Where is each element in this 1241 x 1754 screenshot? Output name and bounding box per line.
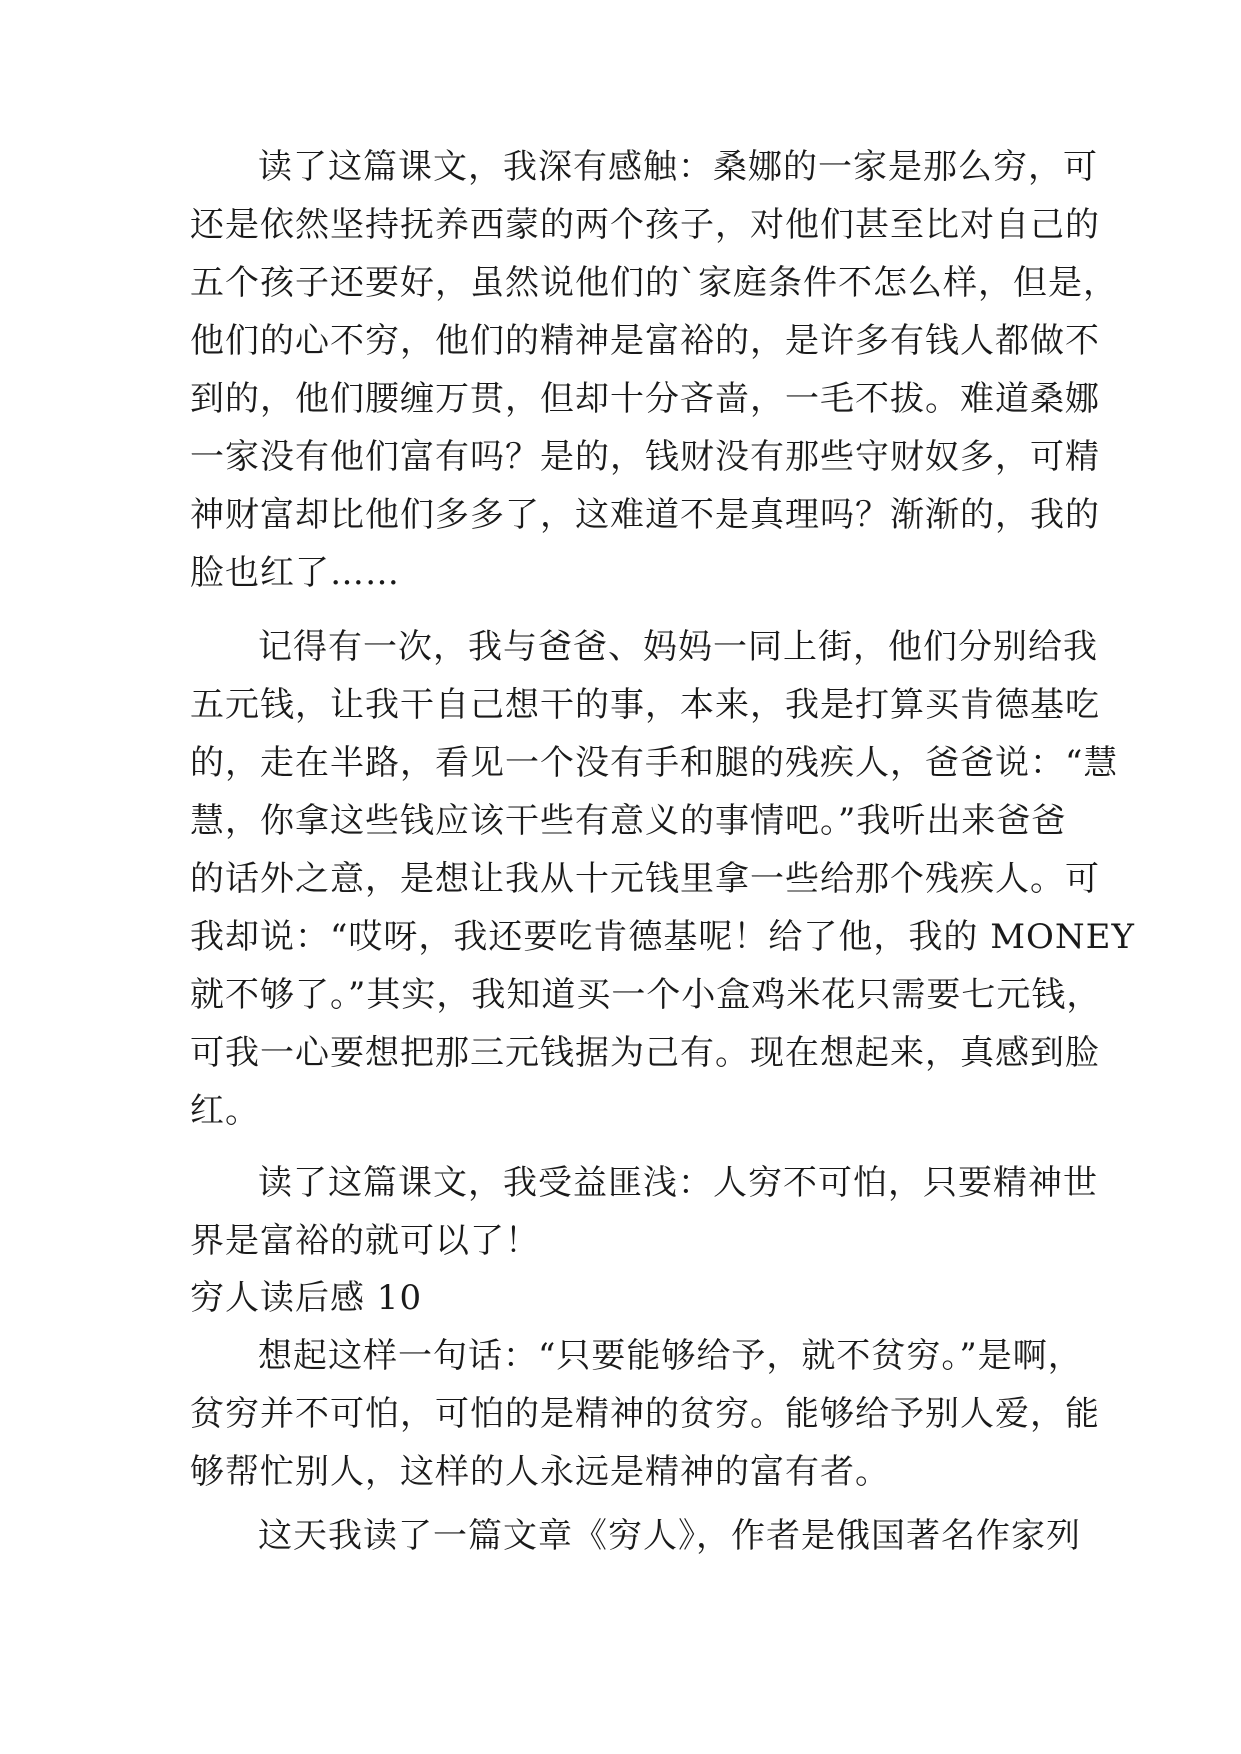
paragraph-line: 红。 <box>190 1091 260 1131</box>
paragraph-line: 的话外之意，是想让我从十元钱里拿一些给那个残疾人。可 <box>190 859 1100 899</box>
paragraph-line: 神财富却比他们多多了，这难道不是真理吗？渐渐的，我的 <box>190 495 1100 535</box>
paragraph-line: 够帮忙别人，这样的人永远是精神的富有者。 <box>190 1452 890 1492</box>
paragraph-line: 他们的心不穷，他们的精神是富裕的，是许多有钱人都做不 <box>190 321 1100 361</box>
paragraph-line: 五元钱，让我干自己想干的事，本来，我是打算买肯德基吃 <box>190 685 1100 725</box>
paragraph-line: 脸也红了…… <box>190 553 400 593</box>
paragraph-line: 慧，你拿这些钱应该干些有意义的事情吧。”我听出来爸爸 <box>190 801 1067 841</box>
paragraph-line: 就不够了。”其实，我知道买一个小盒鸡米花只需要七元钱， <box>190 975 1102 1015</box>
paragraph-line: 我却说：“哎呀，我还要吃肯德基呢！给了他，我的 MONEY <box>190 917 1135 957</box>
paragraph-line: 记得有一次，我与爸爸、妈妈一同上街，他们分别给我 <box>258 627 1098 667</box>
paragraph-line: 可我一心要想把那三元钱据为己有。现在想起来，真感到脸 <box>190 1033 1100 1073</box>
paragraph-line: 贫穷并不可怕，可怕的是精神的贫穷。能够给予别人爱，能 <box>190 1394 1100 1434</box>
paragraph-line: 界是富裕的就可以了！ <box>190 1221 540 1261</box>
section-heading: 穷人读后感 10 <box>190 1278 423 1318</box>
paragraph-line: 的，走在半路，看见一个没有手和腿的残疾人，爸爸说：“慧 <box>190 743 1119 783</box>
paragraph-line: 到的，他们腰缠万贯，但却十分吝啬，一毛不拔。难道桑娜 <box>190 379 1100 419</box>
paragraph-line: 五个孩子还要好，虽然说他们的`家庭条件不怎么样，但是， <box>190 263 1118 303</box>
paragraph-line: 读了这篇课文，我深有感触：桑娜的一家是那么穷，可 <box>258 147 1098 187</box>
paragraph-line: 想起这样一句话：“只要能够给予，就不贫穷。”是啊， <box>258 1336 1083 1376</box>
paragraph-line: 还是依然坚持抚养西蒙的两个孩子，对他们甚至比对自己的 <box>190 205 1100 245</box>
paragraph-line: 一家没有他们富有吗？是的，钱财没有那些守财奴多，可精 <box>190 437 1100 477</box>
paragraph-line: 读了这篇课文，我受益匪浅：人穷不可怕，只要精神世 <box>258 1163 1098 1203</box>
paragraph-line: 这天我读了一篇文章《穷人》，作者是俄国著名作家列 <box>258 1516 1081 1556</box>
